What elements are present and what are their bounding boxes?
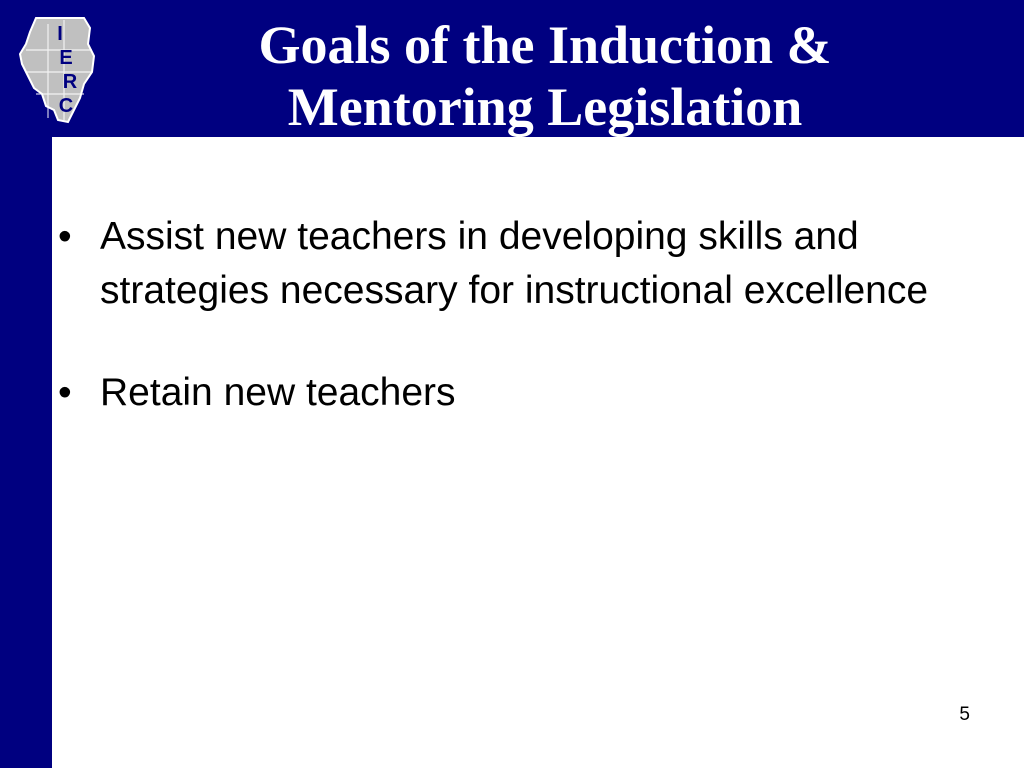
bullet-item [58,366,960,420]
page-number: 5 [959,704,970,725]
logo-letter-e: E [59,47,73,69]
bullet-list [58,210,960,468]
bullet-text: Assist new teachers in developing skills and strategies necessary for instructional excellence [100,215,929,312]
logo-letter-i: I [57,23,63,45]
illinois-map-logo-icon [14,14,100,126]
ierc-logo [14,14,100,126]
bullet-text: Retain new teachers [100,371,456,414]
slide-title-line-1: Goals of the Induction & [258,15,832,75]
slide-title [170,14,920,138]
slide-title-line-2: Mentoring Legislation [287,77,803,137]
bullet-marker: • [58,215,72,258]
bullet-item [58,210,960,318]
bullet-marker: • [58,371,72,414]
logo-letter-c: C [58,95,74,117]
logo-letter-r: R [62,71,78,93]
